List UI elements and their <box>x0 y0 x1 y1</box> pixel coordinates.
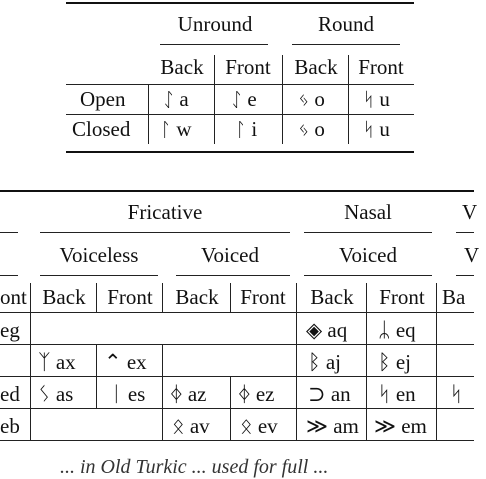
rune-glyph: ᛋ <box>363 89 375 111</box>
rune-glyph: ᛇ <box>231 89 243 111</box>
rune-glyph: ᛚ <box>235 119 247 141</box>
consonant-cell: ≫ em <box>374 414 427 438</box>
rune-glyph: ᛋ <box>363 119 375 141</box>
consonant-cell: ◈ aq <box>306 318 348 342</box>
rune-glyph: ᛃ <box>298 119 310 141</box>
rune-glyph: ᛃ <box>298 89 310 111</box>
row-label-partial: ed <box>0 382 20 406</box>
row-label-partial: eg <box>0 318 20 342</box>
transliteration: a <box>179 87 189 111</box>
rune-glyph: ᛚ <box>160 119 172 141</box>
vowel-cell <box>298 87 325 112</box>
row-label-closed: Closed <box>72 117 131 141</box>
transliteration: w <box>176 117 192 141</box>
vowel-cell <box>298 117 325 142</box>
consonant-cell: ᛟ ev <box>240 414 278 438</box>
vowel-cell <box>363 117 390 142</box>
consonant-cell-partial: ᛋ <box>450 382 463 406</box>
consonant-cell: ᛒ aj <box>308 350 342 374</box>
transliteration: u <box>379 87 390 111</box>
consonant-cell: ≫ am <box>306 414 359 438</box>
transliteration: i <box>251 117 258 141</box>
rune-glyph: ᛇ <box>163 89 175 111</box>
col-header-front: Front <box>358 55 404 79</box>
vowel-cell <box>231 87 257 112</box>
col-header-back: Back <box>310 285 354 309</box>
vowel-cell <box>235 117 257 142</box>
consonant-cell: ᛉ ax <box>38 350 76 374</box>
col-header-front: Front <box>107 285 153 309</box>
consonant-cell: ᛄ az <box>170 382 207 406</box>
col-header-back: Back <box>42 285 86 309</box>
table-caption-partial: ... in Old Turkic ... used for full ... <box>60 456 329 478</box>
group-header-partial: V <box>462 200 478 224</box>
col-header-back: Back <box>294 55 338 79</box>
col-header-front: Front <box>225 55 271 79</box>
col-header-front-partial: ont <box>0 285 27 309</box>
transliteration: u <box>379 117 390 141</box>
row-label-partial: eb <box>0 414 20 438</box>
vowel-cell <box>160 117 192 142</box>
subheader-partial: V <box>464 243 480 267</box>
consonant-cell: ᛒ ej <box>378 350 412 374</box>
col-header-back: Back <box>160 55 204 79</box>
consonant-cell: ᛊ as <box>38 382 74 406</box>
group-header-unround: Unround <box>177 12 253 36</box>
subheader-voiced: Voiced <box>339 243 397 267</box>
group-header-nasal: Nasal <box>344 200 392 224</box>
transliteration: e <box>247 87 257 111</box>
consonant-cell: ⌃ ex <box>104 350 147 374</box>
col-header-back-partial: Ba <box>442 285 466 309</box>
col-header-back: Back <box>175 285 219 309</box>
transliteration: o <box>314 87 325 111</box>
consonant-cell: ⊃ an <box>308 382 351 406</box>
col-header-front: Front <box>379 285 425 309</box>
group-header-fricative: Fricative <box>127 200 203 224</box>
subheader-voiceless: Voiceless <box>59 243 139 267</box>
consonant-cell: ᛦ eq <box>378 318 416 342</box>
consonant-cell: ᛋ en <box>378 382 416 406</box>
vowel-cell <box>163 87 189 112</box>
transliteration: o <box>314 117 325 141</box>
col-header-front: Front <box>240 285 286 309</box>
group-header-round: Round <box>317 12 374 36</box>
consonant-cell: ᛄ ez <box>238 382 275 406</box>
vowel-cell <box>363 87 390 112</box>
consonant-cell: ᛟ av <box>172 414 210 438</box>
row-label-open: Open <box>80 87 126 111</box>
subheader-voiced: Voiced <box>201 243 259 267</box>
consonant-cell: ᛁ es <box>110 382 146 406</box>
